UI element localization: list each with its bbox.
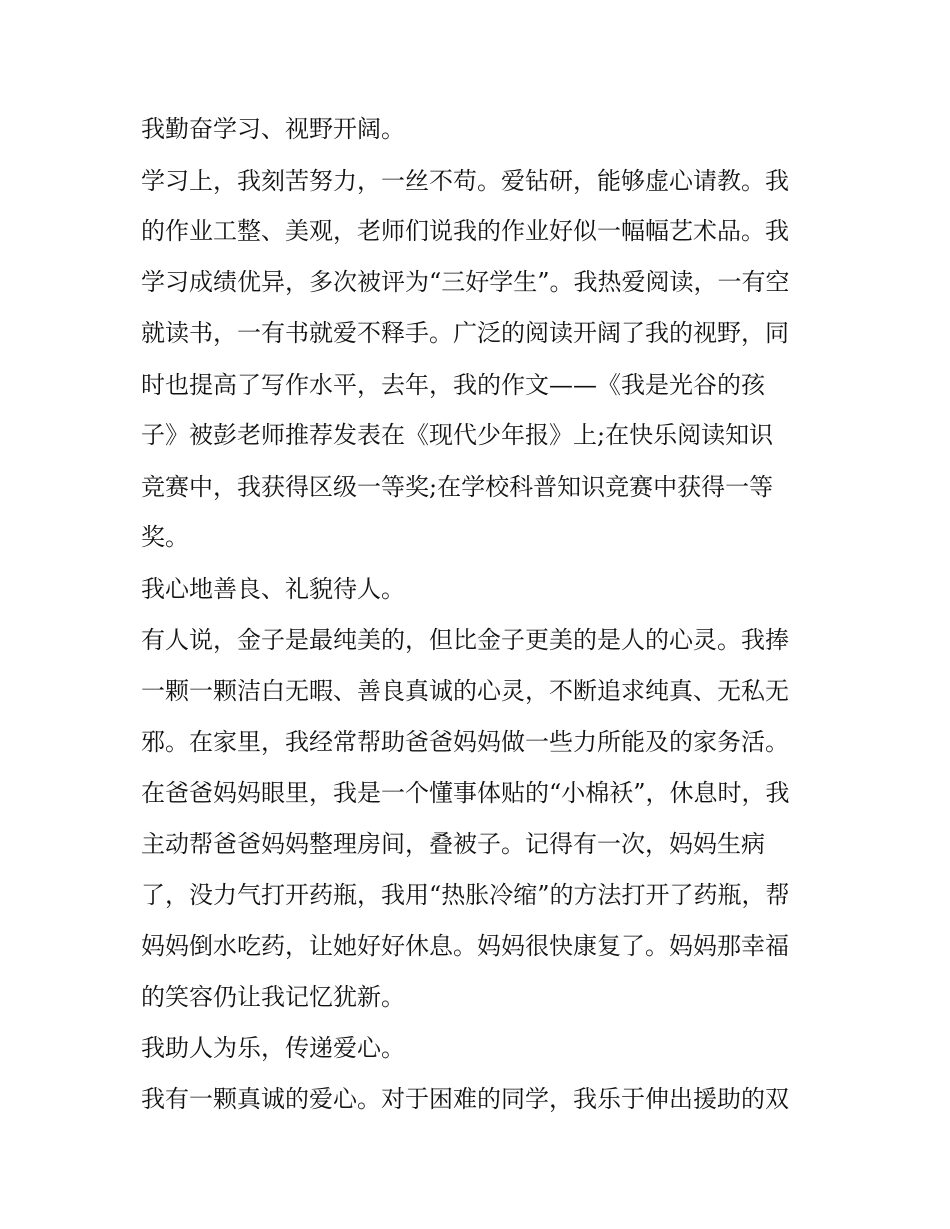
body-text-line: 在爸爸妈妈眼里，我是一个懂事体贴的“小棉袄”，休息时，我 [141, 779, 790, 807]
body-text-line: 的作业工整、美观，老师们说我的作业好似一幅幅艺术品。我 [141, 217, 789, 245]
body-text-line: 了，没力气打开药瓶，我用“热胀冷缩”的方法打开了药瓶，帮 [141, 881, 790, 909]
body-text-line: 的笑容仍让我记忆犹新。 [141, 983, 405, 1011]
body-text-line: 竞赛中，我获得区级一等奖;在学校科普知识竞赛中获得一等 [141, 473, 774, 501]
heading-helping-others: 我助人为乐，传递爱心。 [141, 1034, 405, 1062]
body-text-line: 一颗一颗洁白无暇、善良真诚的心灵，不断追求纯真、无私无 [141, 677, 789, 705]
body-text-line: 学习成绩优异，多次被评为“三好学生”。我热爱阅读，一有空 [141, 268, 790, 296]
body-text-line: 时也提高了写作水平，去年，我的作文——《我是光谷的孩 [141, 371, 765, 399]
body-text-line: 我有一颗真诚的爱心。对于困难的同学，我乐于伸出援助的双 [141, 1085, 789, 1113]
body-text-line: 学习上，我刻苦努力，一丝不苟。爱钻研，能够虚心请教。我 [141, 167, 789, 195]
body-text-line: 妈妈倒水吃药，让她好好休息。妈妈很快康复了。妈妈那幸福 [141, 932, 789, 960]
body-text-line: 有人说，金子是最纯美的，但比金子更美的是人的心灵。我捧 [141, 626, 789, 654]
body-text-line: 主动帮爸爸妈妈整理房间，叠被子。记得有一次，妈妈生病 [141, 830, 765, 858]
body-text-line: 子》被彭老师推荐发表在《现代少年报》上;在快乐阅读知识 [141, 421, 774, 449]
heading-diligent-study: 我勤奋学习、视野开阔。 [141, 115, 405, 143]
body-text-line: 邪。在家里，我经常帮助爸爸妈妈做一些力所能及的家务活。 [141, 728, 789, 756]
body-text-line: 就读书，一有书就爱不释手。广泛的阅读开阔了我的视野，同 [141, 319, 789, 347]
heading-kind-polite: 我心地善良、礼貌待人。 [141, 575, 405, 603]
body-text-line: 奖。 [141, 523, 189, 551]
